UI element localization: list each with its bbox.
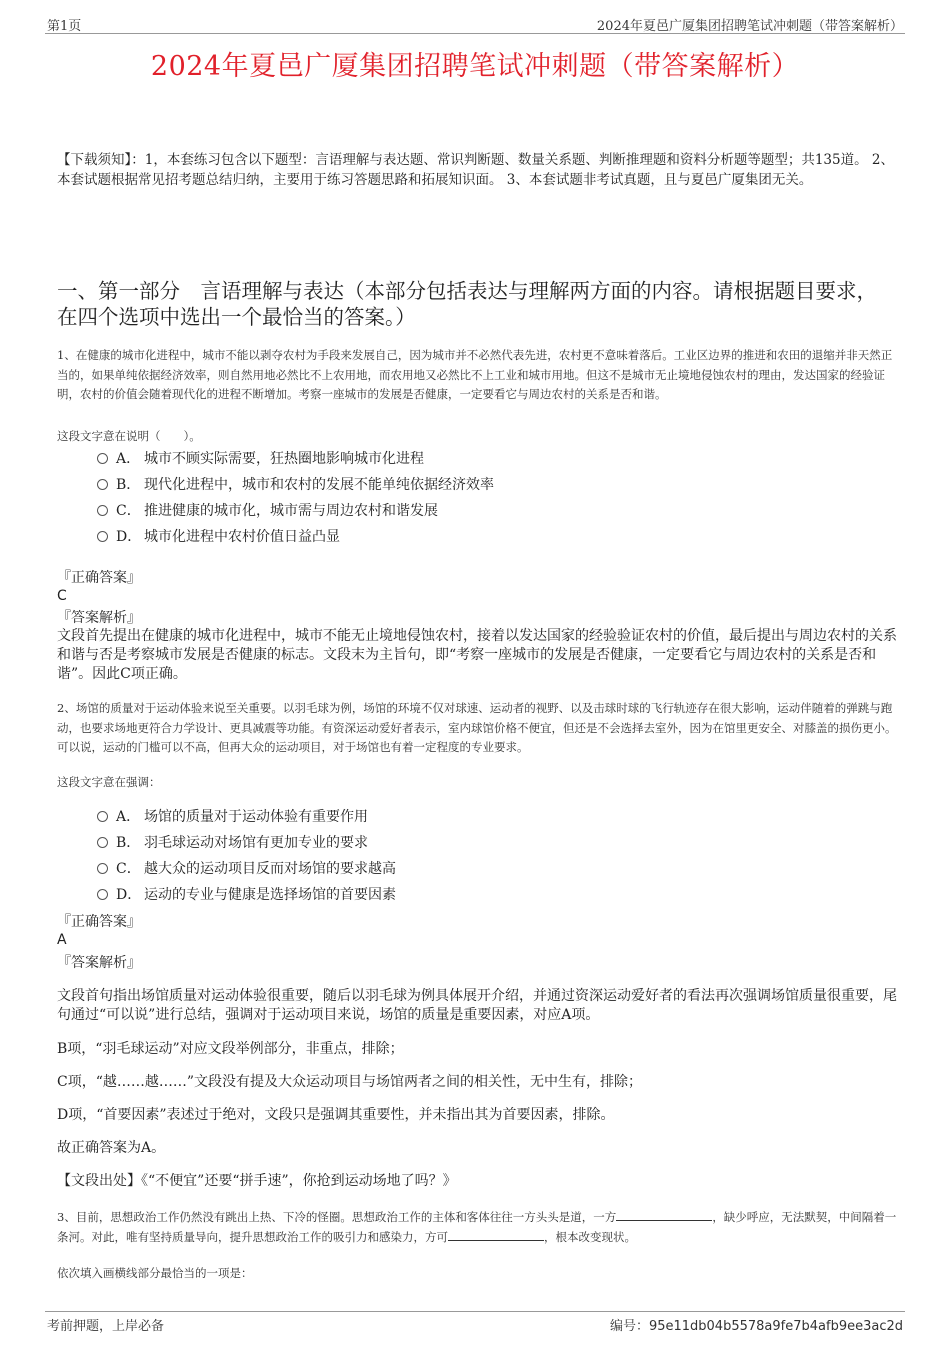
section-heading: 一、第一部分 言语理解与表达（本部分包括表达与理解两方面的内容。请根据题目要求，在四个选项中选出一个最恰当的答案。） <box>57 279 877 329</box>
fill-blank-1[interactable] <box>616 1208 712 1221</box>
q2-analysis-main: 文段首句指出场馆质量对运动体验很重要，随后以羽毛球为例具体展开介绍，并通过资深运动爱好者的看法再次强调场馆质量很重要，尾句通过“可以说”进行总结，强调对于运动项目来说，场馆的质量是重要因素，对应A项。 <box>57 988 897 1023</box>
running-title: 2024年夏邑广厦集团招聘笔试冲刺题（带答案解析） <box>596 19 903 34</box>
radio-icon[interactable] <box>97 479 108 490</box>
q2-option-b[interactable]: B． 羽毛球运动对场馆有更加专业的要求 <box>97 833 368 853</box>
download-notice: 【下载须知】：1，本套练习包含以下题型：言语理解与表达题、常识判断题、数量关系题、判断推理题和资料分析题等题型；共135道。 2、本套试题根据常见招考题总结归纳，主要用于练习答题思路和拓展知识面。 3、本套试题非考试真题，且与夏邑广厦集团无关。 <box>57 152 894 188</box>
q2-correct-label: 『正确答案』 <box>57 914 141 930</box>
footer-code <box>610 1315 903 1334</box>
code-value: 95e11db04b5578a9fe7b4afb9ee3ac2d <box>648 1319 903 1334</box>
footer-slogan: 考前押题，上岸必备 <box>47 1319 165 1334</box>
code-label: 编号： <box>609 1319 649 1334</box>
q2-analysis-label: 『答案解析』 <box>57 955 141 971</box>
q2-option-c[interactable]: C． 越大众的运动项目反而对场馆的要求越高 <box>97 859 396 879</box>
q2-answer: A <box>57 932 67 948</box>
q1-option-d[interactable]: D． 城市化进程中农村价值日益凸显 <box>97 527 340 547</box>
question-2-stem: 2、场馆的质量对于运动体验来说至关重要。以羽毛球为例，场馆的环境不仅对球速、运动者的视野、以及击球时球的飞行轨迹存在很大影响，运动伴随着的弹跳与跑动，也要求场地更符合力学设计、更具减震等功能。有资深运动爱好者表示，室内球馆价格不便宜，但还是不会选择去室外，因为在馆里更安全、对膝盖的损伤更小。可以说，运动的门槛可以不高，但再大众的运动项目，对于场馆也有着一定程度的专业要求。 <box>57 701 897 754</box>
q1-answer: C <box>57 588 67 604</box>
q2-analysis-c: C项，“越……越……”文段没有提及大众运动项目与场馆两者之间的相关性，无中生有，排除； <box>57 1074 643 1090</box>
radio-icon[interactable] <box>97 811 108 822</box>
q1-analysis: 文段首先提出在健康的城市化进程中，城市不能无止境地侵蚀农村，接着以发达国家的经验验证农村的价值，最后提出与周边农村的关系和谐与否是考察城市发展是否健康的标志。文段末为主旨句，即“考察一座城市的发展是否健康，一定要看它与周边农村的关系是否和谐”。因此C项正确。 <box>57 628 897 682</box>
q2-option-a[interactable]: A． 场馆的质量对于运动体验有重要作用 <box>97 807 368 827</box>
radio-icon[interactable] <box>97 837 108 848</box>
radio-icon[interactable] <box>97 863 108 874</box>
q2-source: 【文段出处】《“不便宜”还要“拼手速”，你抢到运动场地了吗？》 <box>57 1173 457 1189</box>
q1-option-b[interactable]: B． 现代化进程中，城市和农村的发展不能单纯依据经济效率 <box>97 475 494 495</box>
question-2-prompt: 这段文字意在强调： <box>57 775 161 789</box>
page-number: 第1页 <box>47 19 82 34</box>
fill-blank-2[interactable] <box>448 1228 544 1241</box>
header-divider <box>45 33 905 34</box>
q2-analysis-d: D项，“首要因素”表述过于绝对，文段只是强调其重要性，并未指出其为首要因素，排除。 <box>57 1107 615 1123</box>
footer-divider <box>45 1311 905 1312</box>
q1-correct-label: 『正确答案』 <box>57 570 141 586</box>
q1-option-c[interactable]: C． 推进健康的城市化，城市需与周边农村和谐发展 <box>97 501 438 521</box>
q2-analysis-b: B项，“羽毛球运动”对应文段举例部分，非重点，排除； <box>57 1041 404 1057</box>
radio-icon[interactable] <box>97 453 108 464</box>
question-1-stem: 1、在健康的城市化进程中，城市不能以剥夺农村为手段来发展自己，因为城市并不必然代表先进，农村更不意味着落后。工业区边界的推进和农田的退缩并非天然正当的，如果单纯依据经济效率，则自然用地必然比不上农用地，而农用地又必然比不上工业和城市用地。但这不是城市无止境地侵蚀农村的理由，发达国家的经验证明，农村的价值会随着现代化的进程不断增加。考察一座城市的发展是否健康，一定要看它与周边农村的关系是否和谐。 <box>57 348 893 401</box>
radio-icon[interactable] <box>97 889 108 900</box>
document-title: 2024年夏邑广厦集团招聘笔试冲刺题（带答案解析） <box>150 51 800 82</box>
question-3-prompt: 依次填入画横线部分最恰当的一项是： <box>57 1266 253 1280</box>
q1-analysis-label: 『答案解析』 <box>57 610 141 626</box>
question-1-prompt: 这段文字意在说明（ ）。 <box>57 429 201 443</box>
question-3-stem: 3、目前，思想政治工作仍然没有跳出上热、下冷的怪圈。思想政治工作的主体和客体往往一方头头是道，一方 ，缺少呼应，无法默契，中间隔着一条河。对此，唯有坚持质量导向，提升思想政治工作的吸引力和感染力，方可 ，根本改变现状。 <box>57 1210 897 1244</box>
radio-icon[interactable] <box>97 505 108 516</box>
q2-option-d[interactable]: D． 运动的专业与健康是选择场馆的首要因素 <box>97 885 396 905</box>
q1-option-a[interactable]: A． 城市不顾实际需要，狂热圈地影响城市化进程 <box>97 449 424 469</box>
q2-conclusion: 故正确答案为A。 <box>57 1140 166 1156</box>
radio-icon[interactable] <box>97 531 108 542</box>
